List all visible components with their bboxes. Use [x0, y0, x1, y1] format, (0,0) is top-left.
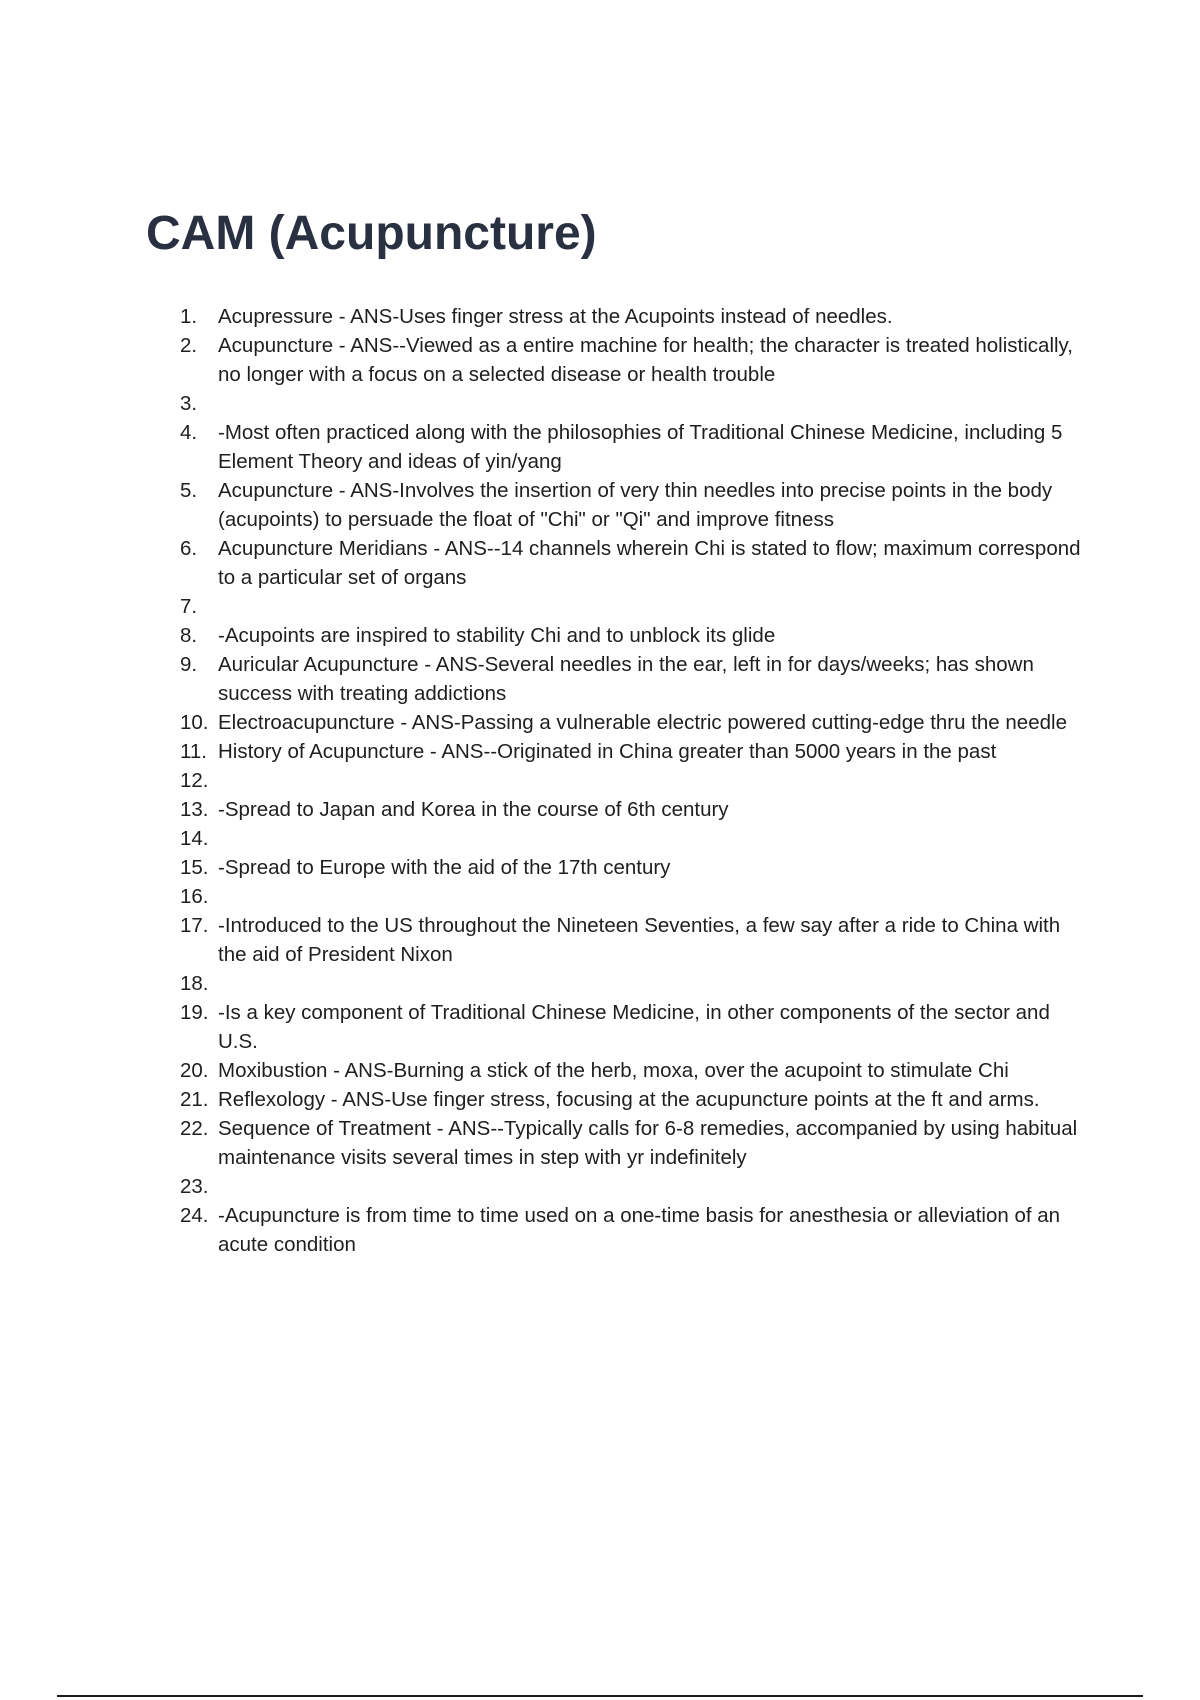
- list-item: [0, 969, 1200, 998]
- item-text: -Is a key component of Traditional Chinese Medicine, in other components of the sector and U.S.: [218, 1001, 1056, 1053]
- item-number: 4.: [180, 421, 198, 444]
- item-text: Acupuncture - ANS-Involves the insertion of very thin needles into precise points in the body (acupoints) to persuade the float of "Chi" or "Qi" and improve fitness: [218, 479, 1058, 531]
- list-item: [0, 1114, 1200, 1172]
- item-text: -Most often practiced along with the philosophies of Traditional Chinese Medicine, including 5 Element Theory and ideas of yin/yang: [218, 421, 1069, 473]
- item-number: 13.: [180, 798, 209, 821]
- item-text: Acupuncture - ANS--Viewed as a entire machine for health; the character is treated holistically, no longer with a focus on a selected disease or health trouble: [218, 334, 1079, 386]
- item-text: Moxibustion - ANS-Burning a stick of the herb, moxa, over the acupoint to stimulate Chi: [218, 1059, 1009, 1082]
- item-number: 23.: [180, 1175, 209, 1198]
- item-number: 10.: [180, 711, 209, 734]
- list-item: [0, 911, 1200, 969]
- list-item: [0, 418, 1200, 476]
- item-text: Acupressure - ANS-Uses finger stress at the Acupoints instead of needles.: [218, 305, 893, 328]
- list-item: [0, 476, 1200, 534]
- item-number: 20.: [180, 1059, 209, 1082]
- page-title: CAM (Acupuncture): [146, 207, 597, 260]
- item-number: 22.: [180, 1117, 209, 1140]
- item-text: Acupuncture Meridians - ANS--14 channels wherein Chi is stated to flow; maximum correspond to a particular set of organs: [218, 537, 1087, 589]
- item-number: 1.: [180, 305, 198, 328]
- item-text: [218, 969, 1088, 998]
- item-number: 8.: [180, 624, 198, 647]
- list-item: [0, 650, 1200, 708]
- item-text: [218, 766, 1088, 795]
- list-item: [0, 1172, 1200, 1201]
- item-text: History of Acupuncture - ANS--Originated in China greater than 5000 years in the past: [218, 740, 997, 763]
- item-number: 6.: [180, 537, 198, 560]
- list-item: [0, 1201, 1200, 1259]
- item-number: 18.: [180, 972, 209, 995]
- item-text: [218, 389, 1088, 418]
- list-item: [0, 621, 1200, 650]
- item-number: 17.: [180, 914, 209, 937]
- item-number: 3.: [180, 392, 198, 415]
- item-text: [218, 1172, 1088, 1201]
- item-text: -Spread to Europe with the aid of the 17th century: [218, 856, 671, 879]
- item-text: -Introduced to the US throughout the Nineteen Seventies, a few say after a ride to China with the aid of President Nixon: [218, 914, 1066, 966]
- list-item: [0, 331, 1200, 389]
- list-item: [0, 998, 1200, 1056]
- list-item: [0, 766, 1200, 795]
- numbered-list: [0, 302, 1200, 1259]
- list-item: [0, 737, 1200, 766]
- list-item: [0, 389, 1200, 418]
- item-number: 5.: [180, 479, 198, 502]
- item-number: 21.: [180, 1088, 209, 1111]
- item-number: 19.: [180, 1001, 209, 1024]
- list-item: [0, 1085, 1200, 1114]
- item-number: 24.: [180, 1204, 209, 1227]
- item-number: 9.: [180, 653, 198, 676]
- item-text: [218, 824, 1088, 853]
- item-text: Sequence of Treatment - ANS--Typically calls for 6-8 remedies, accompanied by using habitual maintenance visits several times in step with yr indefinitely: [218, 1117, 1083, 1169]
- item-number: 16.: [180, 885, 209, 908]
- item-text: [218, 592, 1088, 621]
- item-number: 12.: [180, 769, 209, 792]
- list-item: [0, 824, 1200, 853]
- item-text: -Acupuncture is from time to time used on a one-time basis for anesthesia or alleviation of an acute condition: [218, 1204, 1066, 1256]
- list-item: [0, 882, 1200, 911]
- list-item: [0, 1056, 1200, 1085]
- item-text: -Spread to Japan and Korea in the course of 6th century: [218, 798, 729, 821]
- item-text: Reflexology - ANS-Use finger stress, focusing at the acupuncture points at the ft and arms.: [218, 1088, 1040, 1111]
- list-item: [0, 708, 1200, 737]
- item-text: Auricular Acupuncture - ANS-Several needles in the ear, left in for days/weeks; has shown success with treating addictions: [218, 653, 1040, 705]
- item-number: 14.: [180, 827, 209, 850]
- item-text: -Acupoints are inspired to stability Chi and to unblock its glide: [218, 624, 776, 647]
- footer-divider: [57, 1695, 1143, 1697]
- item-number: 7.: [180, 595, 198, 618]
- item-number: 11.: [180, 740, 207, 763]
- list-item: [0, 302, 1200, 331]
- item-text: [218, 882, 1088, 911]
- list-item: [0, 592, 1200, 621]
- item-number: 2.: [180, 334, 198, 357]
- list-item: [0, 853, 1200, 882]
- item-text: Electroacupuncture - ANS-Passing a vulnerable electric powered cutting-edge thru the needle: [218, 711, 1067, 734]
- list-item: [0, 534, 1200, 592]
- item-number: 15.: [180, 856, 209, 879]
- list-item: [0, 795, 1200, 824]
